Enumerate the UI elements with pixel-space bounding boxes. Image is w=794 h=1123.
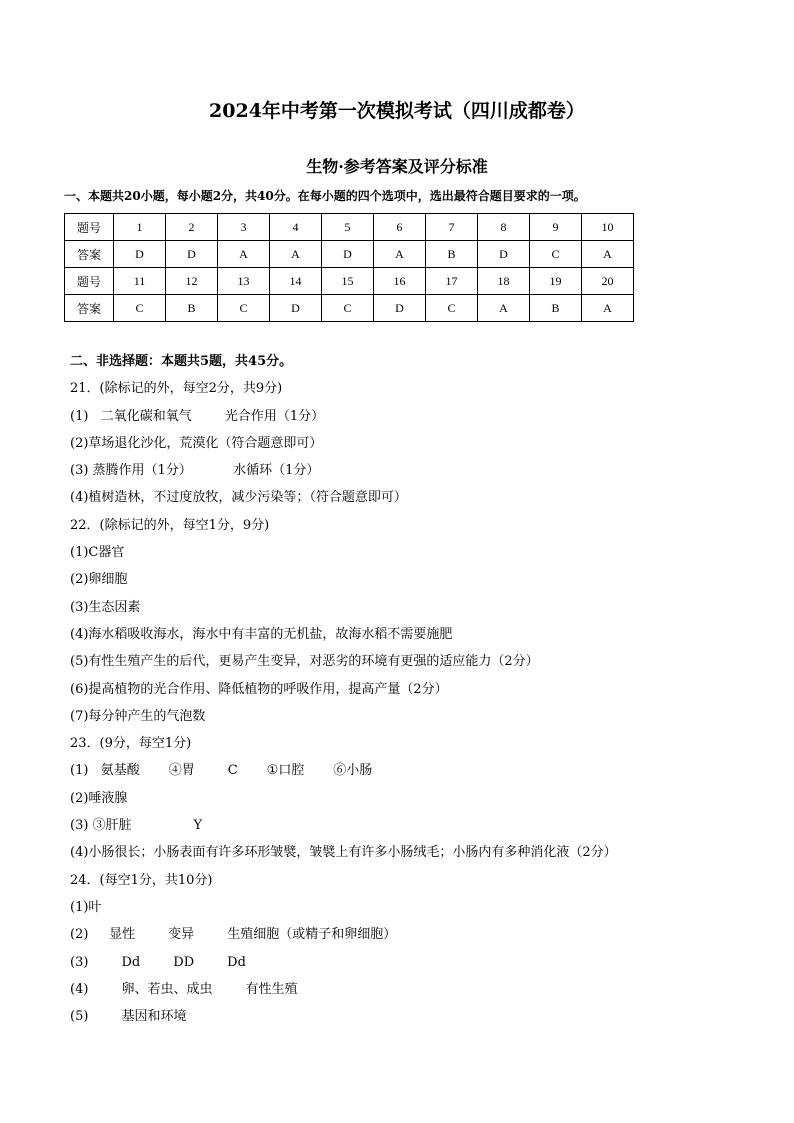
answer-line: (4)植树造林，不过度放牧，减少污染等；（符合题意即可） <box>70 490 407 506</box>
table-cell: D <box>478 241 530 268</box>
table-cell: 2 <box>166 214 218 241</box>
table-cell: B <box>530 295 582 322</box>
table-row <box>65 241 634 268</box>
answer-line: 22．(除标记的外，每空1分，9分) <box>70 517 270 533</box>
table-cell: 5 <box>322 214 374 241</box>
answer-line: (2)唾液腺 <box>70 790 128 806</box>
table-cell: B <box>166 295 218 322</box>
table-cell: 13 <box>218 268 270 295</box>
table-cell: C <box>426 295 478 322</box>
answer-line: (1) 氨基酸 ④胃 C ①口腔 ⑥小肠 <box>70 763 373 779</box>
answer-line: (1)C器官 <box>70 545 125 561</box>
table-cell: 18 <box>478 268 530 295</box>
table-cell: 9 <box>530 214 582 241</box>
table-cell: 4 <box>270 214 322 241</box>
table-cell: 15 <box>322 268 374 295</box>
table-row <box>65 268 634 295</box>
page-title: 2024年中考第一次模拟考试（四川成都卷） <box>209 100 585 122</box>
table-cell: 17 <box>426 268 478 295</box>
answer-line: 24．(每空1分，共10分) <box>70 872 213 888</box>
answer-line: (2)卵细胞 <box>70 572 128 588</box>
answer-line: (3) Dd DD Dd <box>70 954 246 970</box>
answer-line: (3) ③肝脏 Y <box>70 818 203 834</box>
table-cell: 16 <box>374 268 426 295</box>
table-cell: A <box>218 241 270 268</box>
table-row-label: 题号 <box>65 214 114 241</box>
answer-line: (4)小肠很长；小肠表面有许多环形皱襞，皱襞上有许多小肠绒毛；小肠内有多种消化液（2分） <box>70 845 617 861</box>
table-cell: B <box>426 241 478 268</box>
table-row <box>65 295 634 322</box>
table-cell: 19 <box>530 268 582 295</box>
table-cell: A <box>270 241 322 268</box>
answer-line: (6)提高植物的光合作用、降低植物的呼吸作用，提高产量（2分） <box>70 681 448 697</box>
table-cell: D <box>374 295 426 322</box>
table-cell: C <box>114 295 166 322</box>
table-cell: D <box>322 241 374 268</box>
table-cell: 11 <box>114 268 166 295</box>
answer-line: (4)海水稻吸收海水，海水中有丰富的无机盐，故海水稻不需要施肥 <box>70 626 453 642</box>
answer-line: (3) 蒸腾作用（1分） 水循环（1分） <box>70 463 320 479</box>
table-cell: 10 <box>582 214 634 241</box>
table-cell: 8 <box>478 214 530 241</box>
table-cell: A <box>478 295 530 322</box>
table-row-label: 答案 <box>65 295 114 322</box>
section-2-heading: 二、非选择题：本题共5题，共45分。 <box>70 354 293 369</box>
table-cell: 12 <box>166 268 218 295</box>
table-cell: 20 <box>582 268 634 295</box>
table-cell: D <box>166 241 218 268</box>
answer-line: (4) 卵、若虫、成虫 有性生殖 <box>70 981 298 997</box>
answer-table <box>64 213 634 322</box>
table-cell: 6 <box>374 214 426 241</box>
table-cell: A <box>582 241 634 268</box>
answer-line: (5) 基因和环境 <box>70 1009 187 1025</box>
answer-line: (3)生态因素 <box>70 599 141 615</box>
table-cell: 1 <box>114 214 166 241</box>
table-cell: D <box>114 241 166 268</box>
answer-line: (1) 二氧化碳和氧气 光合作用（1分） <box>70 408 325 424</box>
table-cell: C <box>530 241 582 268</box>
answer-line: (2)草场退化沙化，荒漠化（符合题意即可） <box>70 435 323 451</box>
answer-line: 21．(除标记的外，每空2分，共9分) <box>70 381 283 397</box>
table-cell: 14 <box>270 268 322 295</box>
table-cell: C <box>322 295 374 322</box>
section-1-heading: 一、本题共20小题，每小题2分，共40分。在每小题的四个选项中，选出最符合题目要求的一项。 <box>64 189 586 203</box>
table-cell: C <box>218 295 270 322</box>
table-cell: 3 <box>218 214 270 241</box>
answer-line: (2) 显性 变异 生殖细胞（或精子和卵细胞） <box>70 927 397 943</box>
answer-line: (1)叶 <box>70 899 102 915</box>
table-row-label: 答案 <box>65 241 114 268</box>
answer-line: (7)每分钟产生的气泡数 <box>70 708 206 724</box>
table-cell: 7 <box>426 214 478 241</box>
answer-line: 23．(9分，每空1分) <box>70 736 192 752</box>
table-cell: D <box>270 295 322 322</box>
table-cell: A <box>582 295 634 322</box>
table-row-label: 题号 <box>65 268 114 295</box>
answer-line: (5)有性生殖产生的后代，更易产生变异，对恶劣的环境有更强的适应能力（2分） <box>70 654 539 670</box>
table-row <box>65 214 634 241</box>
table-cell: A <box>374 241 426 268</box>
page-subtitle: 生物·参考答案及评分标准 <box>306 157 488 176</box>
answer-lines <box>70 348 617 1030</box>
